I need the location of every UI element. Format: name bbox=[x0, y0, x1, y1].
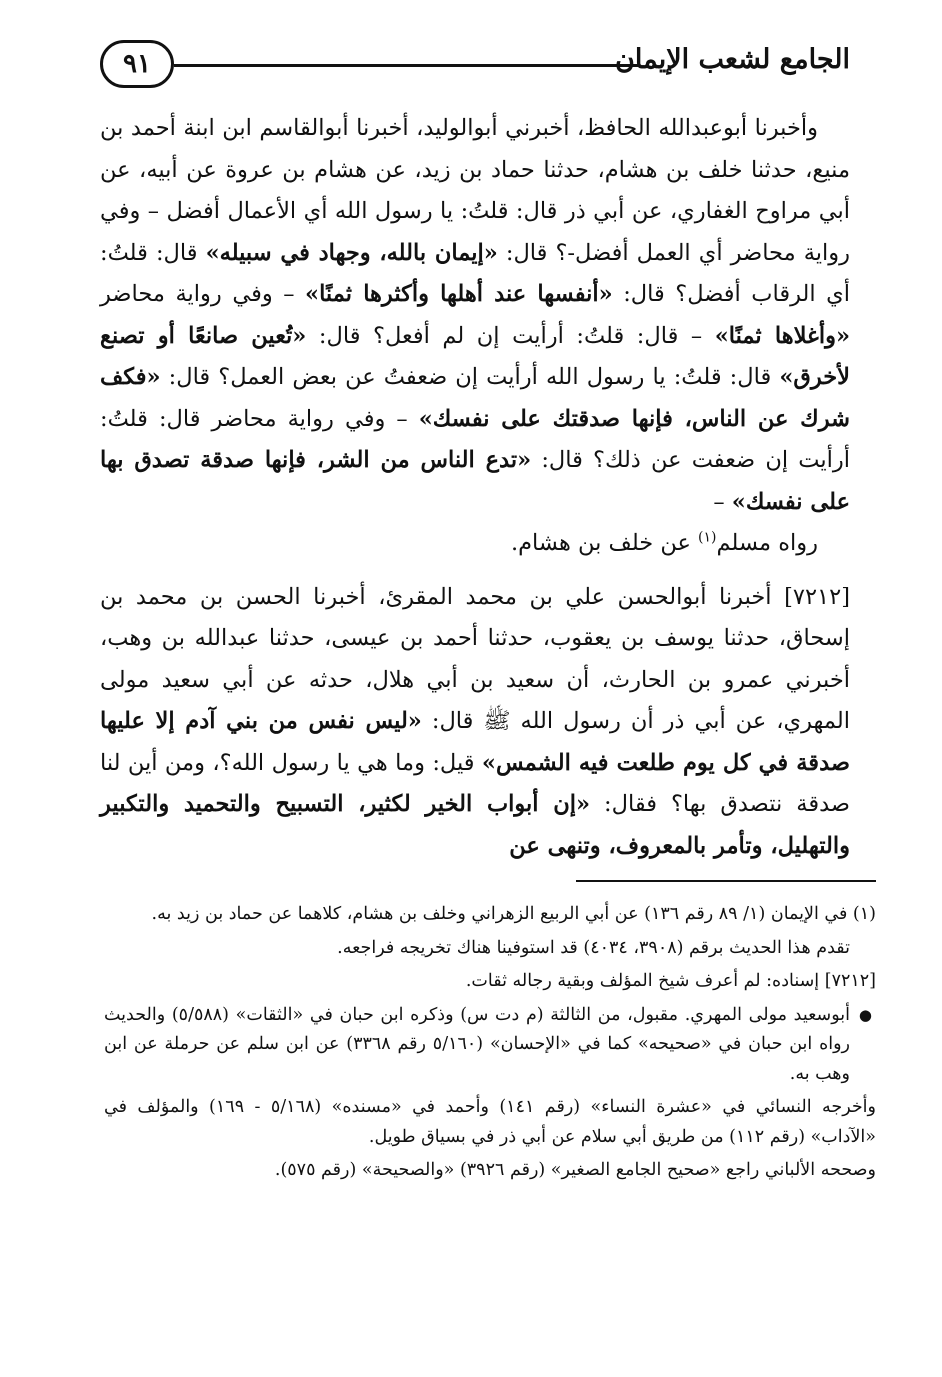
header-rule bbox=[174, 64, 640, 67]
bullet-icon: ● bbox=[858, 1005, 872, 1024]
footnote-authentication: وصححه الألباني راجع «صحيح الجامع الصغير» (رقم ٣٩٢٦) «والصحيحة» (رقم ٥٧٥). bbox=[274, 1160, 876, 1180]
page-number-badge: ٩١ bbox=[100, 40, 174, 88]
footnote-1: (١) في الإيمان (١/ ٨٩ رقم ١٣٦) عن أبي الربيع الزهراني وخلف بن هشام، كلاهما عن حماد بن زيد به. bbox=[151, 904, 876, 924]
running-header bbox=[100, 38, 850, 94]
book-title: الجامع لشعب الإيمان bbox=[615, 44, 850, 75]
hadith-number: [٧٢١٢] bbox=[784, 583, 850, 610]
footnote-takhrij: وأخرجه النسائي في «عشرة النساء» (رقم ١٤١) وأحمد في «مسنده» (٥/١٦٨ - ١٦٩) والمؤلف في «الآداب» (رقم ١١٢) من طريق أبي سلام عن أبي ذر في بسياق طويل. bbox=[104, 1097, 876, 1147]
hadith-quote: «ليس نفس من بني آدم إلا عليها صدقة في كل يوم طلعت فيه الشمس» bbox=[100, 708, 850, 776]
hadith-paragraph-2: [٧٢١٢] أخبرنا أبوالحسن علي بن محمد المقرئ، أخبرنا الحسن بن محمد بن إسحاق، حدثنا يوسف بن يعقوب، حدثنا أحمد بن عيسى، حدثنا عبدالله بن وهب، أخبرني عمرو بن الحارث، أن سعيد بن أبي هلال، حدثه عن أبي سعيد مولى المهري، عن أبي ذر أن رسول الله ﷺ قال: «ليس نفس من بني آدم إلا عليها صدقة في كل يوم طلعت فيه الشمس» قيل: وما هي يا رسول الله؟، ومن أين لنا صدقة نتصدق بها؟ فقال: «إن أبواب الخير لكثير، التسبيح والتحميد والتكبير والتهليل، وتأمر بالمعروف، وتنهى عن bbox=[100, 583, 850, 859]
footnote-cross-reference: تقدم هذا الحديث برقم (٣٩٠٨، ٤٠٣٤) قد استوفينا هناك تخريجه فراجعه. bbox=[337, 937, 850, 958]
hadith-quote: «فكف شرك عن الناس، فإنها صدقتك على نفسك» bbox=[100, 364, 850, 432]
footnote-isnad: [٧٢١٢] إسناده: لم أعرف شيخ المؤلف وبقية رجاله ثقات. bbox=[465, 971, 876, 991]
hadith-quote: «وأغلاها ثمنًا» bbox=[714, 322, 851, 349]
footnote-narrator-note: ● أبوسعيد مولى المهري. مقبول، من الثالثة (م دت س) وذكره ابن حبان في «الثقات» (٥/٥٨٨) والحديث رواه ابن حبان في «صحيحه» كما في «الإحسان» (٥/١٦٠ رقم ٣٣٦٨) عن ابن سلم عن حرملة عن ابن وهب به. bbox=[104, 1001, 876, 1090]
hadith-quote: «تدع الناس من الشر، فإنها صدقة تصدق بها على نفسك» bbox=[100, 447, 850, 515]
footnote-separator bbox=[576, 880, 876, 882]
hadith-paragraph-1: وأخبرنا أبوعبدالله الحافظ، أخبرني أبوالوليد، أخبرنا أبوالقاسم ابن ابنة أحمد بن منيع، حدثنا خلف بن هشام، حدثنا حماد بن زيد، عن هشام بن عروة عن أبيه، عن أبي مراوح الغفاري، عن أبي ذر قال: قلتُ: يا رسول الله أي الأعمال أفضل – وفي رواية محاضر أي العمل أفضل-؟ قال: «إيمان بالله، وجهاد في سبيله» قال: قلتُ: أي الرقاب أفضل؟ قال: «أنفسها عند أهلها وأكثرها ثمنًا» – وفي رواية محاضر «وأغلاها ثمنًا» – قال: قلتُ: أرأيت إن لم أفعل؟ قال: «تُعين صانعًا أو تصنع لأخرق» قال: قلتُ: يا رسول الله أرأيت إن ضعفتُ عن بعض العمل؟ قال: «فكف شرك عن الناس، فإنها صدقتك على نفسك» – وفي رواية محاضر قال: قلتُ: أرأيت إن ضعفت عن ذلك؟ قال: «تدع الناس من الشر، فإنها صدقة تصدق بها على نفسك» – bbox=[100, 115, 851, 515]
hadith-quote: «أنفسها عند أهلها وأكثرها ثمنًا» bbox=[305, 281, 613, 307]
footnotes bbox=[104, 900, 876, 1190]
hadith-quote: «تُعين صانعًا أو تصنع لأخرق» bbox=[100, 322, 850, 390]
hadith-quote: «إيمان بالله، وجهاد في سبيله» bbox=[205, 239, 498, 266]
narration-source: رواه مسلم$^{(١)}$ عن خلف بن هشام. bbox=[510, 529, 818, 556]
main-text bbox=[100, 108, 850, 867]
footnote-ref: (١) bbox=[698, 529, 717, 546]
hadith-quote: «إن أبواب الخير لكثير، التسبيح والتحميد والتكبير والتهليل، وتأمر بالمعروف، وتنهى عن bbox=[100, 791, 850, 859]
